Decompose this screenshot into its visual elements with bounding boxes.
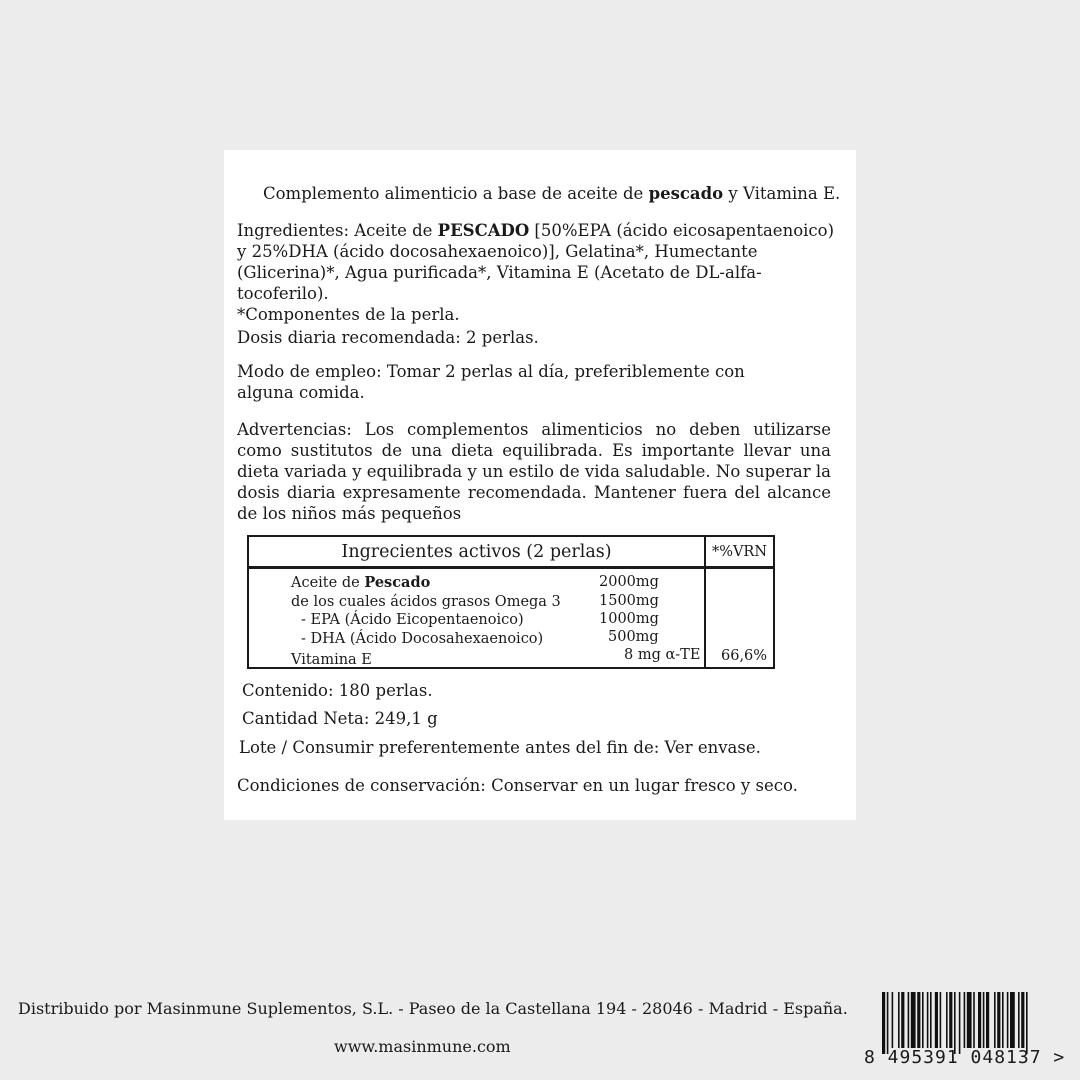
barcode-bar (986, 992, 989, 1048)
barcode-bar (930, 992, 932, 1048)
table-row-vrn: 66,6% (721, 648, 768, 664)
intro-bold: pescado (648, 184, 724, 203)
row-name-prefix: Aceite de (291, 575, 365, 591)
barcode-bar (887, 992, 889, 1054)
barcode-bar (882, 992, 885, 1054)
warnings-text: Advertencias: Los complementos alimenticios no deben utilizarse como sustitutos de una dieta equilibrada. Es importante llevar una dieta variada y equilibrada y un estilo de vida saludable. No superar la dosis diaria expresamente recomendada. Mantener fuera del alcance de los niños más pequeños (237, 420, 831, 523)
table-row-value: 1000mg (599, 611, 659, 627)
barcode-bar (973, 992, 975, 1048)
barcode-bar (898, 992, 900, 1048)
barcode-bar (911, 992, 916, 1048)
dose-text: Dosis diaria recomendada: 2 perlas. (237, 328, 539, 347)
barcode-bar (978, 992, 981, 1048)
intro-suffix: y Vitamina E. (723, 184, 841, 203)
barcode-bar (949, 992, 952, 1048)
table-header: Ingrecientes activos (2 perlas) (249, 537, 706, 569)
barcode-bar (922, 992, 924, 1048)
barcode-bar (940, 992, 942, 1048)
barcode-bar (967, 992, 972, 1048)
barcode (864, 992, 1072, 1076)
lot-text: Lote / Consumir preferentemente antes del fin de: Ver envase. (239, 738, 761, 757)
ingredients-text (237, 220, 837, 325)
table-column-divider (704, 567, 706, 667)
website-link[interactable]: www.masinmune.com (334, 1037, 511, 1056)
intro-text (263, 183, 840, 204)
barcode-bar (935, 992, 938, 1048)
barcode-bar (1021, 992, 1024, 1048)
barcode-bar (892, 992, 894, 1048)
product-label-card (224, 150, 856, 820)
table-row-name (291, 573, 430, 593)
barcode-bar (1007, 992, 1009, 1048)
intro-prefix: Complemento alimenticio a base de aceite de (263, 184, 649, 203)
barcode-bar (1010, 992, 1015, 1048)
active-ingredients-table (247, 535, 775, 669)
table-vrn-header: *%VRN (706, 537, 773, 569)
barcode-bar (997, 992, 1000, 1048)
barcode-bar (994, 992, 996, 1048)
ingredients-note: *Componentes de la perla. (237, 305, 460, 324)
row-name-bold: Pescado (364, 574, 431, 591)
table-row-value: 1500mg (599, 593, 659, 609)
barcode-bar (954, 992, 956, 1054)
barcode-bar (1002, 992, 1004, 1048)
barcode-bar (983, 992, 985, 1048)
distributor-text: Distribuido por Masinmune Suplementos, S.L. - Paseo de la Castellana 194 - 28046 - Madrid - España. (18, 999, 848, 1018)
table-row-value: 500mg (608, 629, 659, 645)
barcode-bar (959, 992, 961, 1054)
table-row-value: 2000mg (599, 574, 659, 590)
content-text: Contenido: 180 perlas. (242, 681, 433, 700)
barcode-bar (927, 992, 929, 1048)
net-quantity-text: Cantidad Neta: 249,1 g (242, 709, 438, 728)
barcode-bar (917, 992, 920, 1048)
storage-text: Condiciones de conservación: Conservar en un lugar fresco y seco. (237, 776, 798, 795)
table-row-name: Vitamina E (291, 652, 372, 668)
table-row-name: de los cuales ácidos grasos Omega 3 (291, 594, 561, 610)
barcode-bar (901, 992, 904, 1048)
barcode-digits: 8 495391 048137 > (864, 1047, 1066, 1068)
barcode-bar (908, 992, 910, 1048)
ingredients-rest: [50%EPA (ácido eicosapentaenoico) y 25%DHA (ácido docosahexaenoico)], Gelatina*, Humectante (Glicerina)*, Agua purificada*, Vitamina E (Acetato de DL-alfa-tocoferilo). (237, 221, 835, 303)
usage-text: Modo de empleo: Tomar 2 perlas al día, preferiblemente con alguna comida. (237, 362, 745, 402)
barcode-bar (1018, 992, 1020, 1048)
barcode-bar (1026, 992, 1028, 1054)
barcode-bar (946, 992, 948, 1048)
table-row-name: - EPA (Ácido Eicopentaenoico) (301, 612, 524, 628)
barcode-bar (964, 992, 966, 1048)
table-row-value: 8 mg α-TE (624, 647, 701, 663)
table-row-name: - DHA (Ácido Docosahexaenoico) (301, 631, 544, 647)
ingredients-prefix: Ingredientes: Aceite de (237, 221, 438, 240)
ingredients-bold: PESCADO (437, 221, 530, 240)
